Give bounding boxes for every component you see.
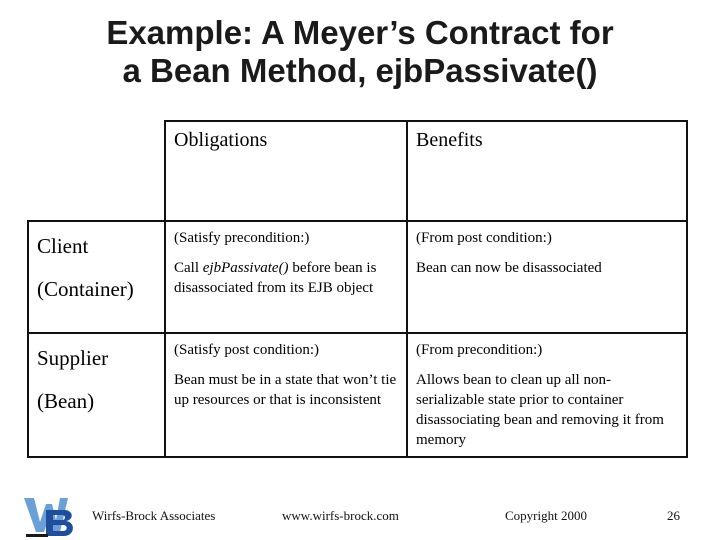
client-obligations-pre: Call <box>174 260 203 276</box>
client-benefits-text: Bean can now be disassociated <box>416 260 602 276</box>
slide-title-line-1: Example: A Meyer’s Contract for <box>106 14 614 51</box>
row-label-supplier <box>28 333 165 457</box>
supplier-obligations-text: Bean must be in a state that won’t tie up resources or that is inconsistent <box>174 372 397 408</box>
row-label-supplier-line-2: (Bean) <box>37 389 95 413</box>
footer-page-number: 26 <box>667 508 680 523</box>
slide-footer <box>0 508 720 528</box>
table-row-client <box>28 221 687 333</box>
supplier-obligations-heading: (Satisfy post condition:) <box>174 342 319 358</box>
row-label-client-line-2: (Container) <box>37 277 134 301</box>
header-benefits: Benefits <box>407 121 687 221</box>
supplier-benefits-heading: (From precondition:) <box>416 342 543 358</box>
method-name-ejbpassivate: ejbPassivate() <box>202 260 289 276</box>
client-benefits-heading: (From post condition:) <box>416 230 552 246</box>
row-label-client <box>28 221 165 333</box>
header-obligations: Obligations <box>165 121 407 221</box>
table-corner-cell <box>28 121 165 221</box>
table-header-row <box>28 121 687 221</box>
logo-underline <box>26 534 48 537</box>
footer-website: www.wirfs-brock.com <box>282 508 399 523</box>
supplier-benefits-cell <box>407 333 687 457</box>
supplier-obligations-cell <box>165 333 407 457</box>
footer-company: Wirfs-Brock Associates <box>92 508 216 523</box>
table-row-supplier <box>28 333 687 457</box>
client-benefits-cell <box>407 221 687 333</box>
slide-title-line-2: a Bean Method, ejbPassivate() <box>122 52 598 89</box>
client-obligations-text <box>174 258 398 298</box>
client-obligations-cell <box>165 221 407 333</box>
client-obligations-heading: (Satisfy precondition:) <box>174 230 310 246</box>
row-label-client-line-1: Client <box>37 234 89 258</box>
contract-table <box>27 120 688 458</box>
slide-title <box>0 14 720 90</box>
footer-copyright: Copyright 2000 <box>505 508 587 523</box>
row-label-supplier-line-1: Supplier <box>37 346 109 370</box>
client-obligations-post: before bean is disassociated from its EJB object <box>174 260 377 296</box>
supplier-benefits-text: Allows bean to clean up all non-serializable state prior to container disassociating bean and removing it from memory <box>416 372 664 448</box>
